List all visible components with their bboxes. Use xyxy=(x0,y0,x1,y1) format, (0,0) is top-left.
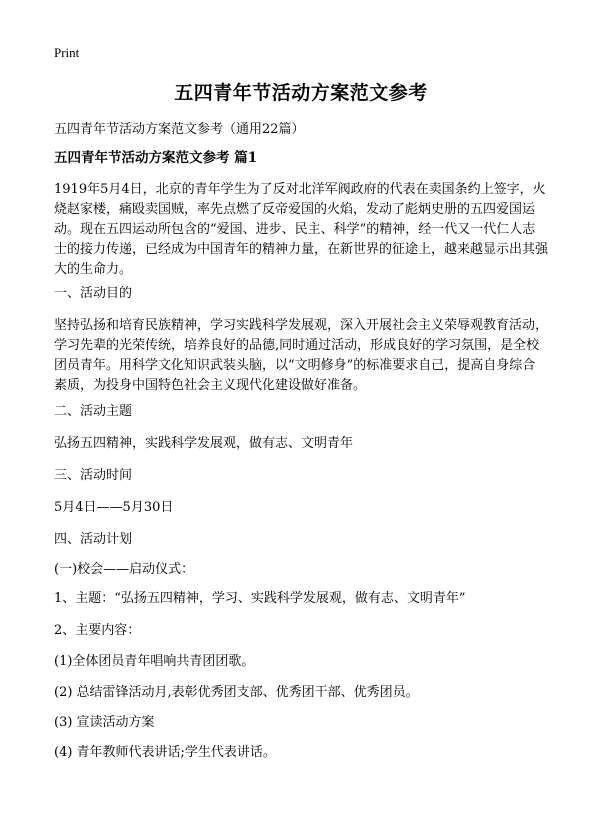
heading-activity-purpose: 一、活动目的 xyxy=(54,286,133,301)
paragraph-main-content: 2、主要内容： xyxy=(54,623,141,638)
list-item: (2) 总结雷锋活动月,表彰优秀团支部、优秀团干部、优秀团员。 xyxy=(54,685,419,700)
paragraph-plan-school-meeting: (一)校会——启动仪式： xyxy=(54,562,195,577)
heading-activity-plan: 四、活动计划 xyxy=(54,532,133,547)
paragraph-plan-theme: 1、主题：“弘扬五四精神，学习、实践科学发展观，做有志、文明青年” xyxy=(54,591,466,606)
print-label: Print xyxy=(54,45,80,60)
paragraph-activity-purpose: 坚持弘扬和培育民族精神，学习实践科学发展观，深入开展社会主义荣辱观教育活动，学习先辈的光荣传统，培养良好的品德,同时通过活动，形成良好的学习氛围，是全校团员青年。用科学文化知识武装头脑，以“文明修身”的标准要求自己，提高自身综合素质，为投身中国特色社会主义现代化建设做好准备。 xyxy=(54,318,549,393)
list-item: (1)全体团员青年唱响共青团团歌。 xyxy=(54,654,255,669)
paragraph-activity-theme: 弘扬五四精神，实践科学发展观，做有志、文明青年 xyxy=(54,436,354,451)
intro-paragraph: 1919年5月4日，北京的青年学生为了反对北洋军阀政府的代表在卖国条约上签字，火烧赵家楼，痛殴卖国贼，率先点燃了反帝爱国的火焰，发动了彪炳史册的五四爱国运动。现在五四运动所包含的“爱国、进步、民主、科学”的精神，经一代又一代仁人志士的接力传递，已经成为中国青年的精神力量，在新世界的征途上，越来越显示出其强大的生命力。 xyxy=(54,182,549,277)
document-subtitle: 五四青年节活动方案范文参考（通用22篇） xyxy=(54,122,305,137)
list-item: (3) 宣读活动方案 xyxy=(54,715,155,730)
paragraph-activity-time: 5月4日——5月30日 xyxy=(54,500,174,515)
list-item: (4) 青年教师代表讲话;学生代表讲话。 xyxy=(54,745,276,760)
heading-activity-theme: 二、活动主题 xyxy=(54,404,133,419)
section-heading: 五四青年节活动方案范文参考 篇1 xyxy=(54,150,258,166)
heading-activity-time: 三、活动时间 xyxy=(54,468,133,483)
document-title: 五四青年节活动方案范文参考 xyxy=(174,82,428,104)
